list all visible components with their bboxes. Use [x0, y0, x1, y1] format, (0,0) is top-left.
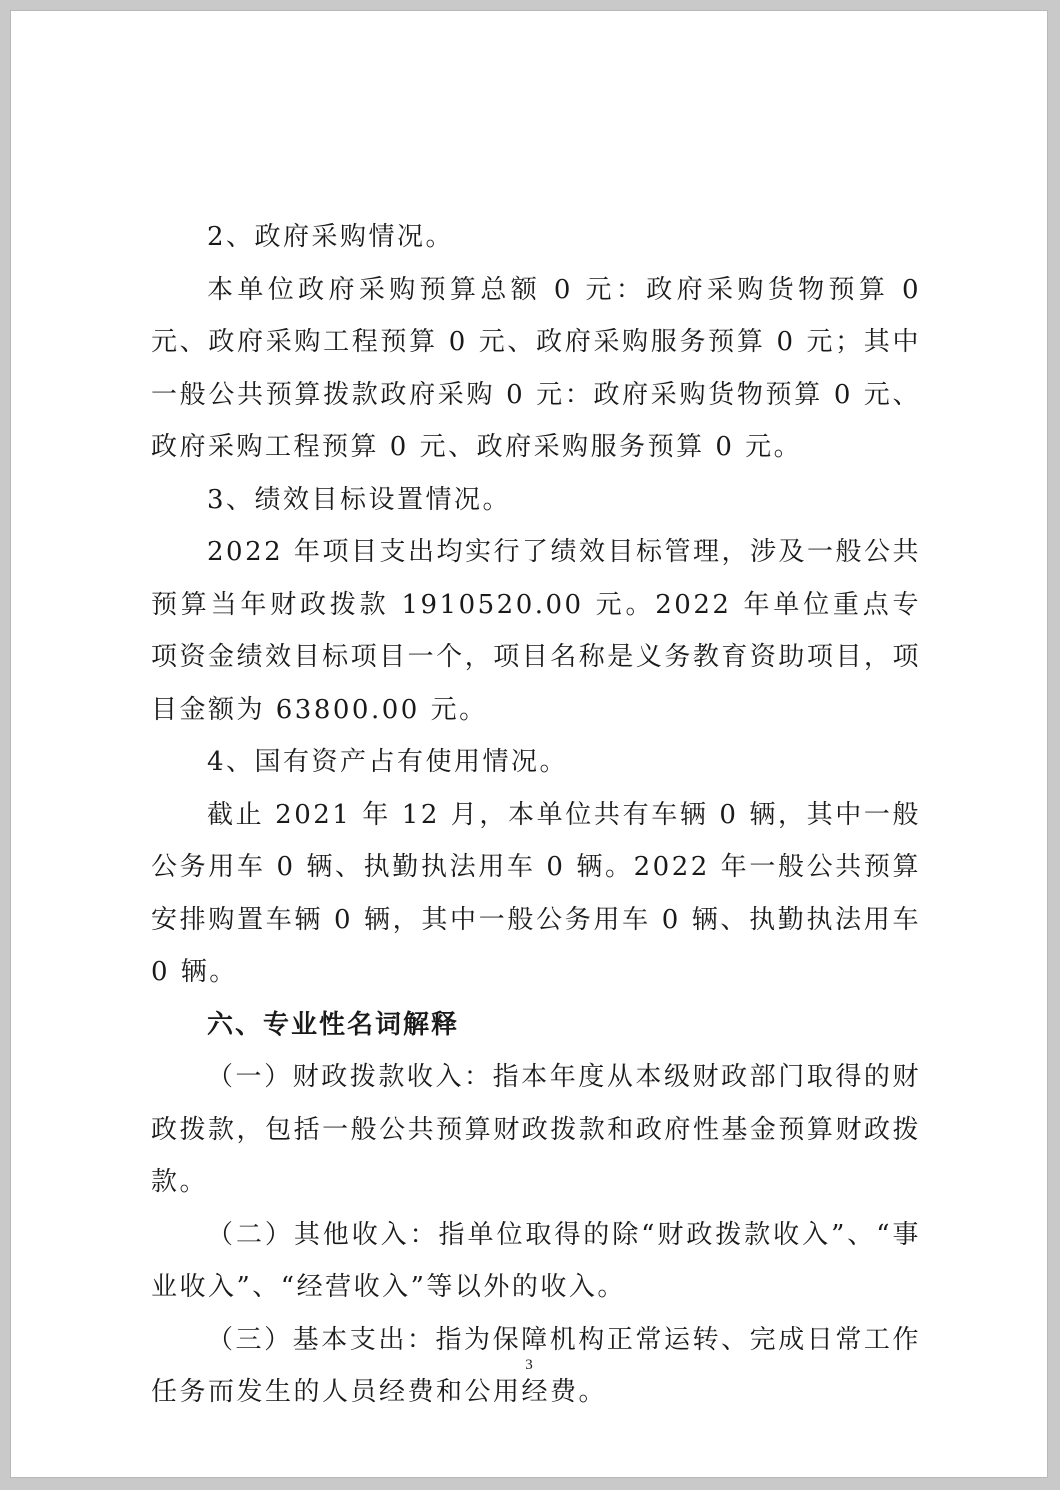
subsection-heading-assets: 4、国有资产占有使用情况。: [207, 747, 569, 777]
paragraph-assets: 截止 2021 年 12 月，本单位共有车辆 0 辆，其中一般公务用车 0 辆、执勤执法用车 0 辆。2022 年一般公共预算安排购置车辆 0 辆，其中一般公务用车 0 辆、执勤执法用车 0 辆。: [151, 799, 921, 987]
page-content: [151, 211, 921, 1419]
paragraph-procurement: 本单位政府采购预算总额 0 元：政府采购货物预算 0 元、政府采购工程预算 0 元、政府采购服务预算 0 元；其中一般公共预算拨款政府采购 0 元：政府采购货物预算 0 元、政府采购工程预算 0 元、政府采购服务预算 0 元。: [151, 274, 921, 462]
subsection-heading-procurement: 2、政府采购情况。: [207, 222, 455, 252]
paragraph-glossary-other-income: （二）其他收入：指单位取得的除“财政拨款收入”、“事业收入”、“经营收入”等以外的收入。: [151, 1219, 921, 1302]
subsection-heading-performance: 3、绩效目标设置情况。: [207, 484, 512, 515]
paragraph-performance: 2022 年项目支出均实行了绩效目标管理，涉及一般公共预算当年财政拨款 1910520.00 元。2022 年单位重点专项资金绩效目标项目一个，项目名称是义务教育资助项目，项目金额为 63800.00 元。: [151, 537, 921, 725]
document-page: [10, 10, 1048, 1478]
paragraph-glossary-fiscal-income: （一）财政拨款收入：指本年度从本级财政部门取得的财政拨款，包括一般公共预算财政拨款和政府性基金预算财政拨款。: [151, 1062, 921, 1197]
section-heading-glossary: 六、专业性名词解释: [207, 1009, 460, 1040]
page-number: 3: [525, 1357, 533, 1373]
paragraph-glossary-basic-expenditure: （三）基本支出：指为保障机构正常运转、完成日常工作任务而发生的人员经费和公用经费。: [151, 1324, 921, 1407]
